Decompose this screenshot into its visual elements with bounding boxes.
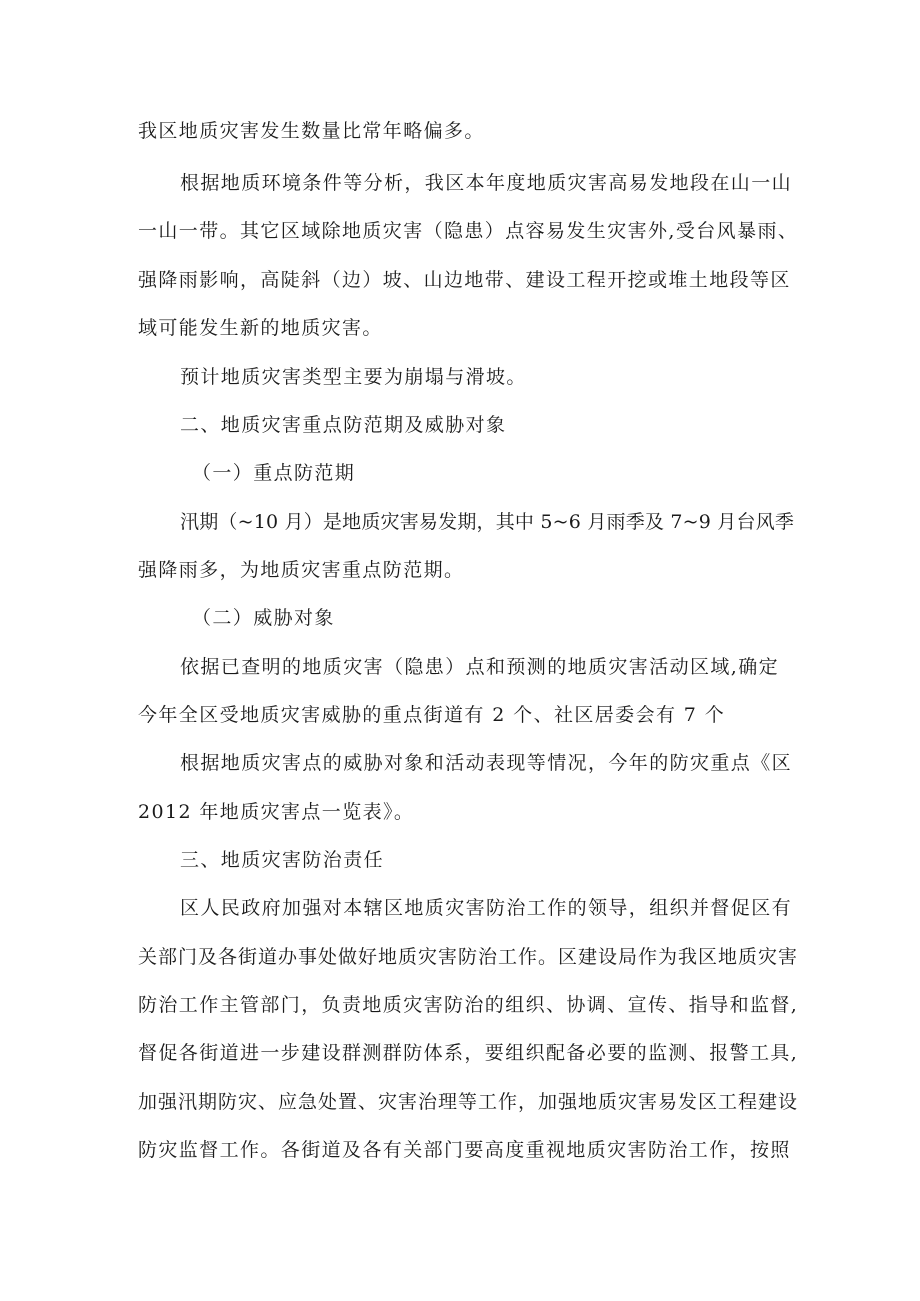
section-heading: 三、地质灾害防治责任 [180,849,385,871]
paragraph-line: 根据地质灾害点的威胁对象和活动表现等情况，今年的防灾重点《区 [180,752,793,774]
paragraph-line: 域可能发生新的地质灾害。 [138,317,383,339]
subsection-heading: （二）威胁对象 [192,607,335,629]
paragraph-line: 预计地质灾害类型主要为崩塌与滑坡。 [180,366,527,388]
paragraph-line: 依据已查明的地质灾害（隐患）点和预测的地质灾害活动区域,确定 [180,656,780,678]
paragraph-line: 区人民政府加强对本辖区地质灾害防治工作的领导，组织并督促区有 [180,897,793,919]
paragraph-line: 防灾监督工作。各街道及各有关部门要高度重视地质灾害防治工作，按照 [138,1139,791,1161]
paragraph-line: 强降雨影响，高陡斜（边）坡、山边地带、建设工程开挖或堆土地段等区 [138,269,791,291]
paragraph-line: 汛期（~10 月）是地质灾害易发期，其中 5~6 月雨季及 7~9 月台风季 [180,511,795,533]
paragraph-line: 强降雨多，为地质灾害重点防范期。 [138,559,465,581]
paragraph-line: 今年全区受地质灾害威胁的重点街道有 2 个、社区居委会有 7 个 [138,704,726,726]
paragraph-line: 根据地质环境条件等分析，我区本年度地质灾害高易发地段在山一山 [180,172,793,194]
paragraph-line: 2012 年地质灾害点一览表》。 [138,801,415,823]
paragraph-line: 督促各街道进一步建设群测群防体系，要组织配备必要的监测、报警工具, [138,1042,799,1064]
section-heading: 二、地质灾害重点防范期及威胁对象 [180,414,507,436]
paragraph-line: 一山一带。其它区域除地质灾害（隐患）点容易发生灾害外,受台风暴雨、 [138,220,799,242]
paragraph-line: 关部门及各街道办事处做好地质灾害防治工作。区建设局作为我区地质灾害 [138,946,799,968]
subsection-heading: （一）重点防范期 [192,462,356,484]
paragraph-line: 加强汛期防灾、应急处置、灾害治理等工作，加强地质灾害易发区工程建设 [138,1091,799,1113]
paragraph-line: 我区地质灾害发生数量比常年略偏多。 [138,120,485,142]
paragraph-line: 防治工作主管部门，负责地质灾害防治的组织、协调、宣传、指导和监督, [138,994,799,1016]
